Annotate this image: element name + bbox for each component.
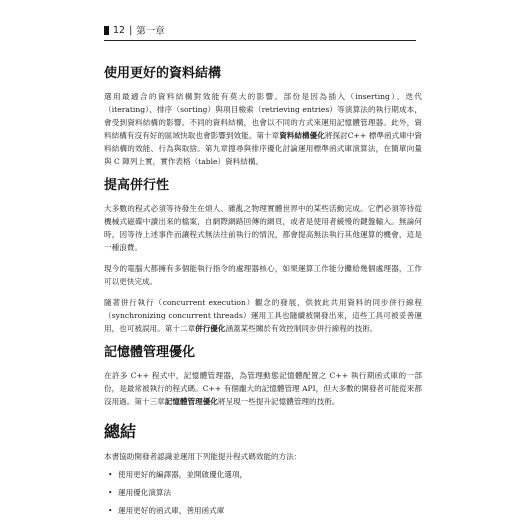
- list-item-text: 運用優化演算法: [118, 488, 172, 497]
- page-number: 12: [113, 24, 126, 36]
- chapter-label: 第一章: [136, 26, 165, 37]
- header-rule: [104, 40, 416, 41]
- list-item: [104, 484, 422, 502]
- emphasis-text: 記憶體管理優化: [164, 397, 218, 406]
- header-separator: |: [129, 24, 133, 36]
- text-run: 隨著併行執行（concurrent execution）觀念的發展，供彼此共用資料的同步併行線程（synchronizing concurrent threads）運用工具也隨續被開發出來，這些工具可被妥善運用，也可被誤用。第十二章: [104, 298, 422, 333]
- bullet-mark: •: [108, 488, 113, 497]
- summary-list: [104, 466, 422, 520]
- emphasis-text: 資料結構優化: [279, 131, 325, 140]
- text-run: 在許多 C++ 程式中，記憶體管理器，為管理動態記憶體配置之 C++ 執行期函式庫的一部份，是最常被執行的程式碼。C++ 有個龐大的記憶體管理 API，但大多數的開發者可能從來都沒用過。第十三章: [104, 371, 422, 406]
- bullet-mark: •: [108, 470, 113, 479]
- text-run: 涵蓋某些關於有效控制同步併行線程的技術。: [225, 324, 378, 333]
- list-item-text: 運用更好的函式庫，善用函式庫: [118, 506, 225, 515]
- list-item: [104, 466, 422, 484]
- section-heading-summary: 總結: [104, 422, 137, 441]
- paragraph-concurrency-1: 大多數的程式必須等待發生在煩人、雜亂之物理實體世界中的某些活動完成。它們必須等待從機械式磁碟中讀出來的檔案，自網際網路回傳的網頁，或者是使用者緩慢的鍵盤輸入。無論何時，因等待上述事件而讓程式無法往前執行的情況，都會提高無法執行其他運算的機會，這是一種浪費。: [104, 204, 422, 252]
- section-heading-data-structures: 使用更好的資料結構: [104, 66, 222, 81]
- section-heading-concurrency: 提高併行性: [104, 178, 170, 193]
- text-run: 將呈現一些提升記憶體管理的技術。: [217, 397, 340, 406]
- paragraph-memory: [104, 369, 422, 408]
- list-item-text: 使用更好的編譯器，並開啟優化選項，: [118, 470, 248, 479]
- paragraph-concurrency-3: [104, 296, 422, 335]
- emphasis-text: 併行優化: [195, 324, 226, 333]
- paragraph-concurrency-2: 現今的電腦大都擁有多個能執行指令的處理器核心，如果運算工作能分攤給幾個處理器，工作可以更快完成。: [104, 264, 422, 286]
- text-run: 選用最適合的資料結構對效能有莫大的影響。部份是因為插入（inserting）、迭代（iterating）、排序（sorting）與項目檢索（retrieving entries）等演算法的執行期成本，會受到資料結構的影響。不同的資料結構，也會以不同的方式來運用記憶體管理器。此外，資料結構有沒有好的區域快取也會影響到效能。第十章: [104, 92, 422, 140]
- page-header: [104, 22, 165, 38]
- bullet-mark: •: [108, 506, 113, 515]
- text-run: 將探討C++ 標準函式庫中資料結構的效能、行為與取捨。第九章搜尋與排序優化討論運用標準函式庫演算法，在簡單向量與 C 陣列上實，實作表格（table）資料結構。: [104, 131, 423, 166]
- page-body: [104, 66, 422, 520]
- paragraph-data-structures: [104, 90, 422, 168]
- header-marker: [104, 26, 109, 35]
- paragraph-summary-intro: 本書協助開發者認識並運用下列能提升程式碼效能的方法：: [104, 452, 302, 461]
- section-heading-memory: 記憶體管理優化: [104, 345, 196, 360]
- list-item: [104, 502, 422, 520]
